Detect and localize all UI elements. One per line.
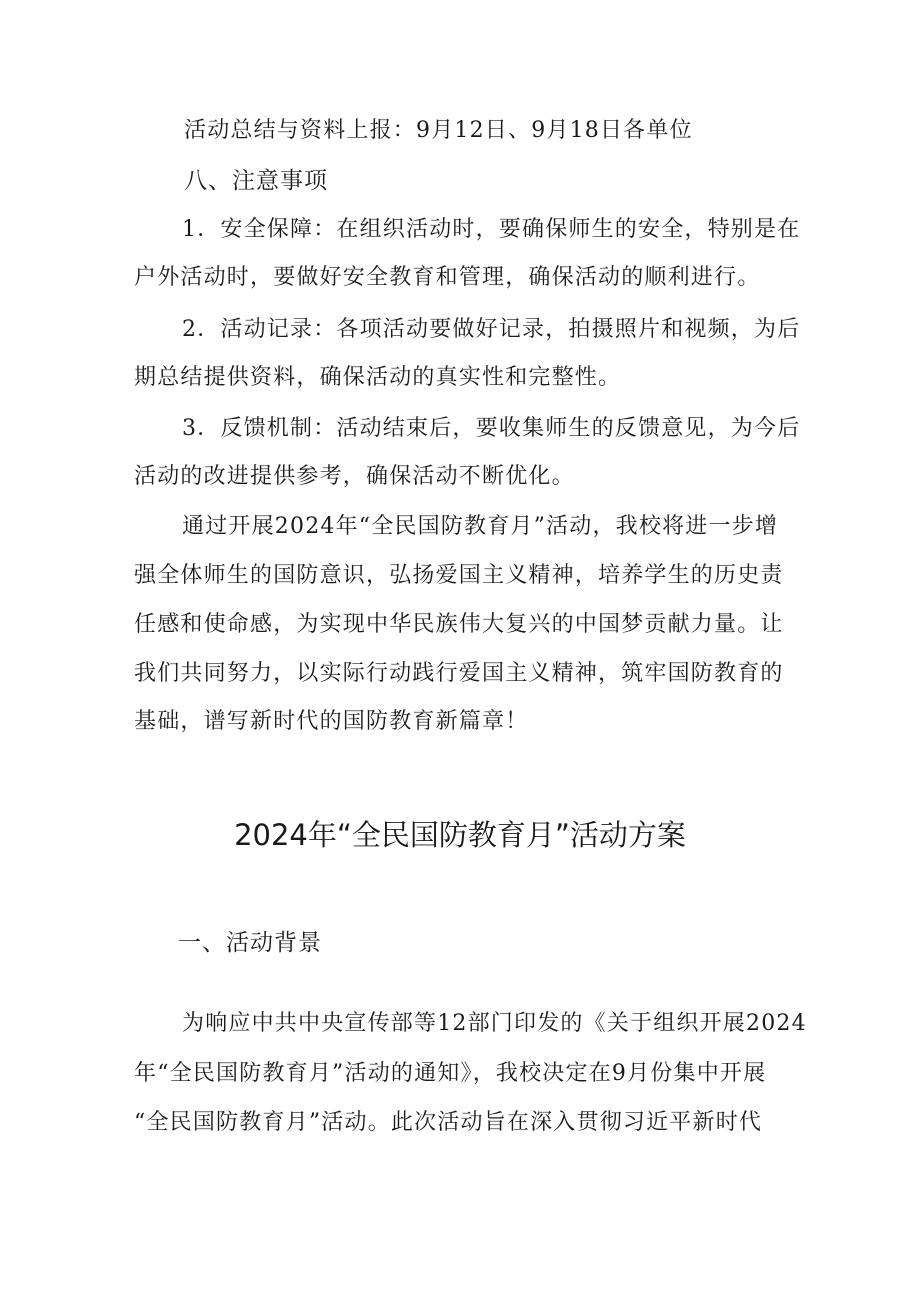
closing-line-3: 任感和使命感，为实现中华民族伟大复兴的中国梦贡献力量。让 [134, 612, 784, 637]
note-1-line-1: 1．安全保障：在组织活动时，要确保师生的安全，特别是在 [182, 217, 801, 242]
background-line-2: 年“全民国防教育月”活动的通知》，我校决定在9月份集中开展 [134, 1061, 767, 1086]
note-2-line-2: 期总结提供资料，确保活动的真实性和完整性。 [134, 365, 622, 390]
background-line-1: 为响应中共中央宣传部等12部门印发的《关于组织开展2024 [182, 1011, 807, 1036]
summary-line: 活动总结与资料上报：9月12日、9月18日各单位 [184, 118, 693, 143]
note-1-line-2: 户外活动时，要做好安全教育和管理，确保活动的顺利进行。 [134, 265, 761, 290]
closing-line-2: 强全体师生的国防意识，弘扬爱国主义精神，培养学生的历史责 [134, 563, 784, 588]
closing-line-4: 我们共同努力，以实际行动践行爱国主义精神，筑牢国防教育的 [134, 661, 784, 686]
note-3-line-1: 3．反馈机制：活动结束后，要收集师生的反馈意见，为今后 [182, 416, 801, 441]
plan-title: 2024年“全民国防教育月”活动方案 [234, 818, 686, 852]
note-3-line-2: 活动的改进提供参考，确保活动不断优化。 [134, 464, 575, 489]
section-heading-notes: 八、注意事项 [184, 168, 328, 194]
background-line-3: “全民国防教育月”活动。此次活动旨在深入贯彻习近平新时代 [134, 1110, 763, 1135]
closing-line-1: 通过开展2024年“全民国防教育月”活动，我校将进一步增 [182, 514, 779, 539]
closing-line-5: 基础，谱写新时代的国防教育新篇章！ [134, 709, 529, 734]
section-heading-background: 一、活动背景 [178, 930, 322, 956]
note-2-line-1: 2．活动记录：各项活动要做好记录，拍摄照片和视频，为后 [182, 317, 801, 342]
